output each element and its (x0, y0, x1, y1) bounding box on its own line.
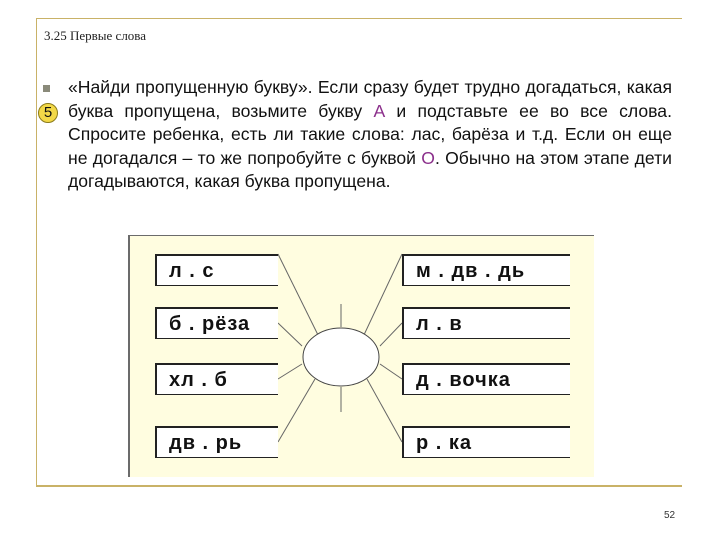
step-number-badge: 5 (38, 103, 58, 123)
slide-frame-top (36, 18, 682, 19)
instruction-text-2: и подставьте ее во все слова. Спросите ребенка, есть ли такие слова: лас, барёза и т.д. Если он еще не догадался – то же попробуйте с буквой (68, 100, 672, 168)
sun-ray (380, 364, 402, 379)
sun-ray (278, 379, 315, 442)
slide-frame-left (36, 18, 37, 485)
right-word-2: л . в (402, 307, 570, 339)
page-number: 52 (664, 510, 676, 521)
left-word-2: б . рёза (155, 307, 278, 339)
slide-title: 3.25 Первые слова (44, 28, 147, 43)
sun-circle (303, 328, 379, 386)
sun-ray (367, 379, 402, 442)
sun-ray (278, 364, 302, 379)
instruction-paragraph (68, 76, 672, 194)
right-word-4: р . ка (402, 426, 570, 458)
instruction-text-3: . Обычно на этом этапе дети догадываются, какая буква пропущена. (68, 147, 672, 191)
right-word-1: м . дв . дь (402, 254, 570, 286)
sun-ray (278, 254, 319, 337)
sun-ray (278, 323, 302, 346)
slide-frame-bottom (36, 485, 682, 487)
sun-word-exercise (128, 235, 594, 477)
sun-ray (363, 254, 402, 337)
left-word-1: л . с (155, 254, 278, 286)
highlight-letter-o: О (421, 147, 435, 168)
sun-ray (380, 323, 402, 346)
bullet-square-icon (43, 85, 50, 92)
highlight-letter-a: А (373, 100, 386, 121)
left-word-3: хл . б (155, 363, 278, 395)
instruction-text-1: «Найди пропущенную букву». Если сразу будет трудно догадаться, какая буква пропущена, возьмите букву (68, 77, 672, 121)
left-word-4: дв . рь (155, 426, 278, 458)
right-word-3: д . вочка (402, 363, 570, 395)
